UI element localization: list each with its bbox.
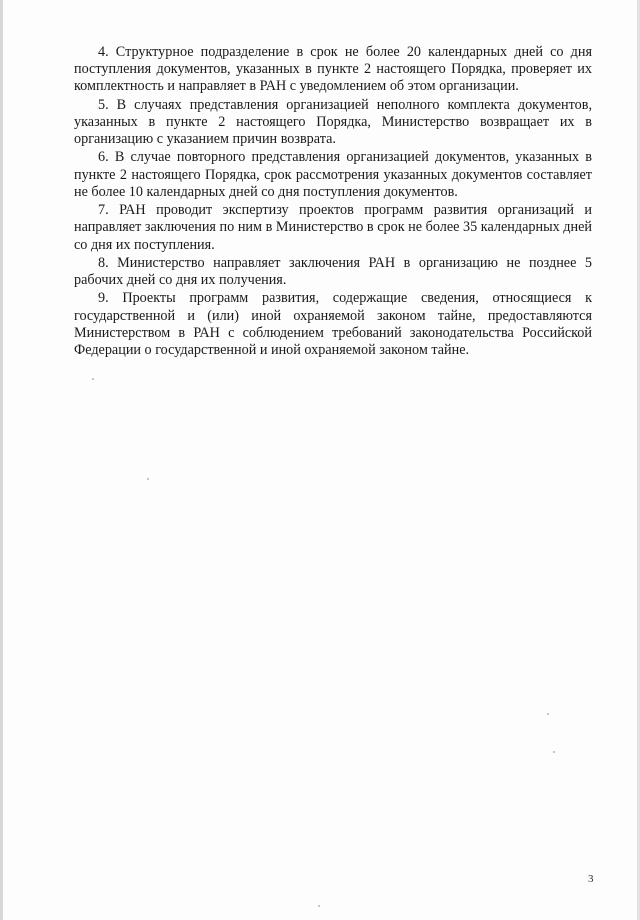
paragraph-7: 7. РАН проводит экспертизу проектов программ развития организаций и направляет заключения по ним в Министерство в срок не более 35 календарных дней со дня их поступления.	[74, 202, 592, 253]
scan-speck	[547, 713, 549, 715]
scan-speck	[553, 751, 555, 753]
scan-edge-left	[0, 0, 3, 920]
scan-speck	[147, 478, 149, 480]
document-body	[74, 44, 592, 360]
scan-speck	[92, 378, 94, 380]
paragraph-8: 8. Министерство направляет заключения РАН в организацию не позднее 5 рабочих дней со дня их получения.	[74, 254, 592, 289]
paragraph-5: 5. В случаях представления организацией неполного комплекта документов, указанных в пункте 2 настоящего Порядка, Министерство возвращает их в организацию с указанием причин возврата.	[74, 96, 592, 148]
scan-speck	[318, 905, 320, 907]
paragraph-9: 9. Проекты программ развития, содержащие сведения, относящиеся к государственной и (или) иной охраняемой законом тайне, предоставляются Министерством в РАН с соблюдением требований законодательства Российской Федерации о государственной и иной охраняемой законом тайне.	[74, 290, 592, 358]
page-number: 3	[588, 873, 594, 885]
paragraph-6: 6. В случае повторного представления организацией документов, указанных в пункте 2 настоящего Порядка, срок рассмотрения указанных документов составляет не более 10 календарных дней со дня поступления документов.	[74, 149, 592, 200]
paragraph-4: 4. Структурное подразделение в срок не более 20 календарных дней со дня поступления документов, указанных в пункте 2 настоящего Порядка, проверяет их комплектность и направляет в РАН с уведомлением об этом организации.	[74, 44, 592, 95]
